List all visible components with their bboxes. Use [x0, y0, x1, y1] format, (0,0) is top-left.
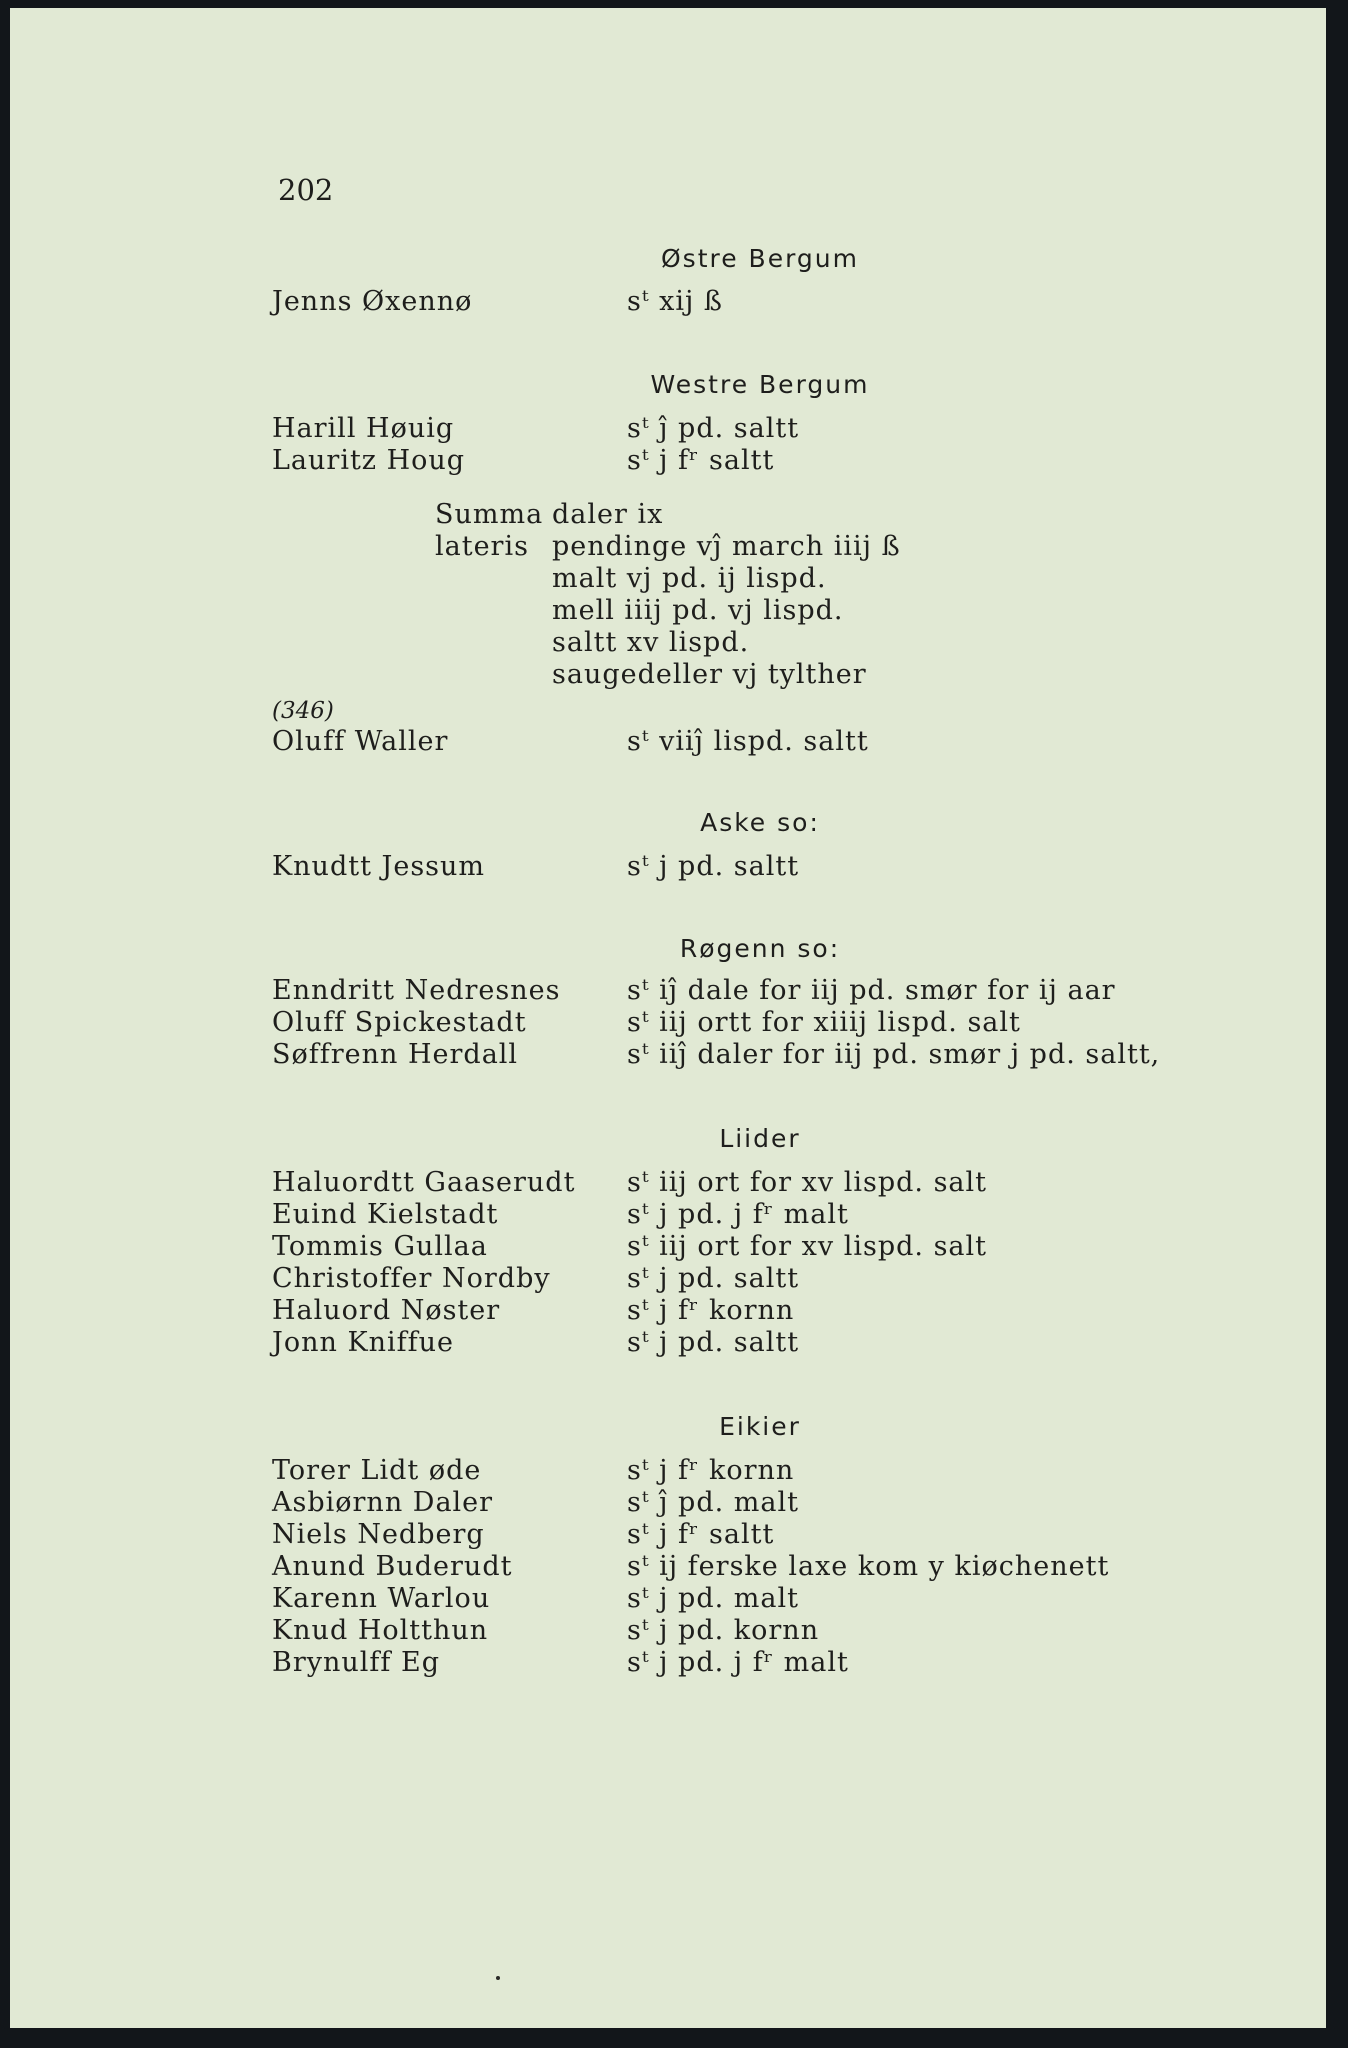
- tax-entry: sᵗ j pd. malt: [627, 1583, 799, 1614]
- tax-entry: sᵗ iiĵ daler for iij pd. smør j pd. saltt,: [627, 1039, 1161, 1070]
- tax-entry: sᵗ iij ort for xv lispd. salt: [627, 1231, 988, 1262]
- ink-speck: [496, 1976, 500, 1980]
- document-page: [10, 8, 1326, 2028]
- person-name: Tommis Gullaa: [272, 1231, 488, 1262]
- summa-line: saugedeller vj tylther: [552, 659, 867, 690]
- tax-entry: sᵗ j pd. kornn: [627, 1615, 820, 1646]
- person-name: Harill Høuig: [272, 413, 455, 444]
- summa-line: mell iiij pd. vj lispd.: [552, 595, 844, 626]
- person-name: Asbiørnn Daler: [272, 1487, 494, 1518]
- tax-entry: sᵗ viiĵ lispd. saltt: [627, 726, 869, 757]
- section-heading-eikier: Eikier: [719, 1412, 801, 1441]
- person-name: Karenn Warlou: [272, 1583, 491, 1614]
- tax-entry: sᵗ j fʳ saltt: [627, 445, 775, 476]
- tax-entry: sᵗ j pd. j fʳ malt: [627, 1199, 849, 1230]
- person-name: Anund Buderudt: [272, 1551, 513, 1582]
- person-name: Knud Holtthun: [272, 1615, 489, 1646]
- tax-entry: sᵗ iĵ dale for iij pd. smør for ij aar: [627, 975, 1116, 1006]
- summa-line: pendinge vĵ march iiij ß: [552, 531, 901, 562]
- person-name: Brynulff Eg: [272, 1647, 440, 1678]
- page-reference-note: (346): [272, 698, 334, 724]
- section-heading-liider: Liider: [719, 1124, 801, 1153]
- tax-entry: sᵗ j pd. saltt: [627, 1263, 800, 1294]
- person-name: Niels Nedberg: [272, 1519, 485, 1550]
- lateris-label: lateris: [435, 531, 529, 562]
- tax-entry: sᵗ iij ort for xv lispd. salt: [627, 1167, 988, 1198]
- person-name: Haluordtt Gaaserudt: [272, 1167, 576, 1198]
- section-heading-westre-bergum: Westre Bergum: [650, 370, 870, 399]
- tax-entry: sᵗ ij ferske laxe kom y kiøchenett: [627, 1551, 1110, 1582]
- page-number: 202: [278, 173, 334, 207]
- section-heading-ostre-bergum: Østre Bergum: [661, 244, 859, 273]
- tax-entry: sᵗ j pd. saltt: [627, 851, 800, 882]
- person-name: Christoffer Nordby: [272, 1263, 551, 1294]
- person-name: Knudtt Jessum: [272, 851, 486, 882]
- summa-line: malt vj pd. ij lispd.: [552, 563, 827, 594]
- summa-line: daler ix: [552, 499, 664, 530]
- section-heading-rogenn: Røgenn so:: [679, 934, 841, 963]
- tax-entry: sᵗ j pd. j fʳ malt: [627, 1647, 849, 1678]
- section-heading-aske: Aske so:: [700, 808, 820, 837]
- tax-entry: sᵗ j fʳ saltt: [627, 1519, 775, 1550]
- tax-entry: sᵗ iij ortt for xiiij lispd. salt: [627, 1007, 1021, 1038]
- tax-entry: sᵗ j pd. saltt: [627, 1327, 800, 1358]
- person-name: Søffrenn Herdall: [272, 1039, 519, 1070]
- tax-entry: sᵗ ĵ pd. saltt: [627, 413, 800, 444]
- person-name: Jenns Øxennø: [272, 286, 473, 317]
- person-name: Lauritz Houg: [272, 445, 466, 476]
- person-name: Enndritt Nedresnes: [272, 975, 561, 1006]
- person-name: Euind Kielstadt: [272, 1199, 499, 1230]
- tax-entry: sᵗ xij ß: [627, 286, 723, 317]
- summa-label: Summa: [435, 499, 544, 530]
- person-name: Oluff Spickestadt: [272, 1007, 527, 1038]
- tax-entry: sᵗ j fʳ kornn: [627, 1455, 795, 1486]
- tax-entry: sᵗ j fʳ kornn: [627, 1295, 795, 1326]
- person-name: Oluff Waller: [272, 726, 449, 757]
- person-name: Haluord Nøster: [272, 1295, 501, 1326]
- summa-line: saltt xv lispd.: [552, 627, 750, 658]
- person-name: Torer Lidt øde: [272, 1455, 482, 1486]
- tax-entry: sᵗ ĵ pd. malt: [627, 1487, 799, 1518]
- person-name: Jonn Kniffue: [272, 1327, 454, 1358]
